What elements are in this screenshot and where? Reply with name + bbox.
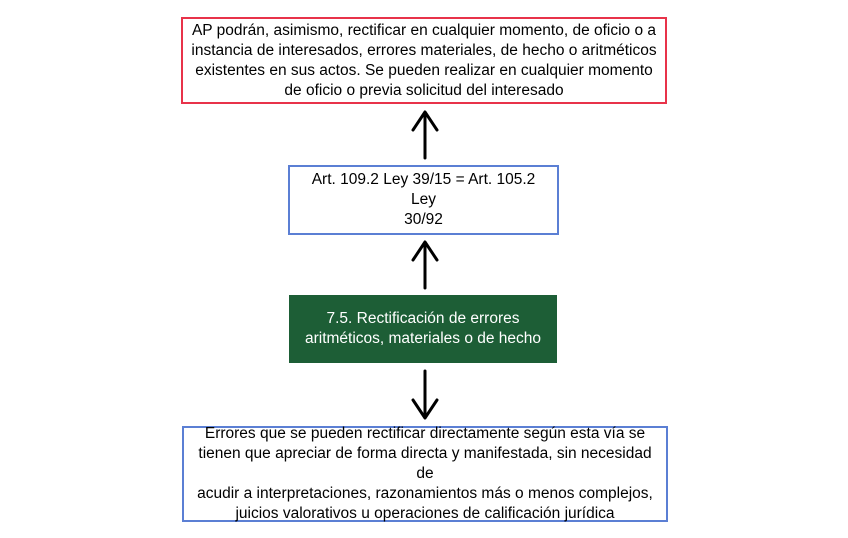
legal-article-box xyxy=(288,165,559,235)
arrow-main-to-article xyxy=(413,242,437,288)
error-criteria-line-2: tienen que apreciar de forma directa y manifestada, sin necesidad de xyxy=(198,445,652,482)
section-title-line-2: aritméticos, materiales o de hecho xyxy=(304,330,542,347)
section-title-box xyxy=(289,295,557,363)
rectification-power-line-1: AP podrán, asimismo, rectificar en cualquier momento, de oficio o a xyxy=(191,21,657,39)
rectification-power-box xyxy=(181,17,667,104)
legal-article-line-1: Art. 109.2 Ley 39/15 = Art. 105.2 Ley xyxy=(311,171,536,208)
section-title-line-1: 7.5. Rectificación de errores xyxy=(326,310,520,327)
rectification-power-line-3: existentes en sus actos. Se pueden realizar en cualquier momento xyxy=(195,61,653,79)
rectification-power-line-2: instancia de interesados, errores materiales, de hecho o aritméticos xyxy=(191,41,657,59)
legal-article-line-2: 30/92 xyxy=(404,211,443,228)
rectification-power-text xyxy=(191,21,656,101)
legal-article-text xyxy=(298,170,549,230)
error-criteria-line-1: Errores que se pueden rectificar directamente según esta vía se xyxy=(204,425,646,442)
arrow-main-to-bottom xyxy=(413,371,437,418)
error-criteria-box xyxy=(182,426,668,522)
arrow-article-to-top xyxy=(413,112,437,158)
error-criteria-text xyxy=(188,424,662,524)
error-criteria-line-4: juicios valorativos u operaciones de calificación jurídica xyxy=(235,505,615,522)
error-criteria-line-3: acudir a interpretaciones, razonamientos más o menos complejos, xyxy=(197,485,653,502)
section-title-text xyxy=(305,309,541,349)
rectification-power-line-4: de oficio o previa solicitud del interesado xyxy=(284,81,564,99)
